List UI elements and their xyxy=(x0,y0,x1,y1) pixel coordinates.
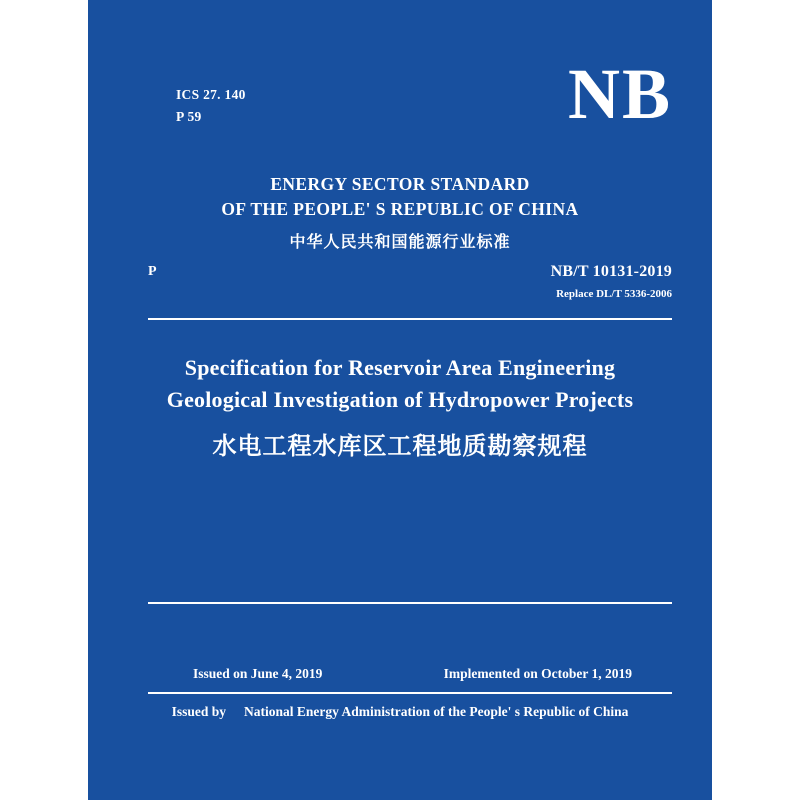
nb-logo: NB xyxy=(567,54,672,134)
divider-bottom xyxy=(148,602,672,604)
code-row xyxy=(148,262,672,308)
title-en-line2: Geological Investigation of Hydropower Projects xyxy=(166,387,634,412)
issued-by-label: Issued by xyxy=(171,704,226,719)
classification-code: P 59 xyxy=(176,109,202,124)
organization-en-line2: OF THE PEOPLE' S REPUBLIC OF CHINA xyxy=(221,199,579,219)
replace-note: Replace DL/T 5336-2006 xyxy=(556,288,672,300)
issued-by-value: National Energy Administration of the People' s Republic of China xyxy=(244,704,629,719)
implemented-on-date: Implemented on October 1, 2019 xyxy=(443,666,632,681)
divider-dates xyxy=(148,692,672,694)
dates-row xyxy=(148,666,672,686)
category-letter: P xyxy=(148,264,157,279)
standard-cover xyxy=(88,0,712,800)
issued-by-row xyxy=(88,702,712,722)
organization-cn-line: 中华人民共和国能源行业标准 xyxy=(289,232,511,251)
title-cn-line: 水电工程水库区工程地质勘察规程 xyxy=(212,432,588,460)
organization-en-line1: ENERGY SECTOR STANDARD xyxy=(270,174,530,194)
title-block xyxy=(128,352,672,464)
title-en-line1: Specification for Reservoir Area Engineering xyxy=(184,355,616,380)
ics-block xyxy=(176,84,246,128)
issued-on-date: Issued on June 4, 2019 xyxy=(193,666,323,681)
divider-top xyxy=(148,318,672,320)
ics-number: ICS 27. 140 xyxy=(176,87,246,102)
standard-number: NB/T 10131-2019 xyxy=(550,263,672,280)
standard-code-block xyxy=(551,262,672,302)
organization-block xyxy=(88,172,712,256)
